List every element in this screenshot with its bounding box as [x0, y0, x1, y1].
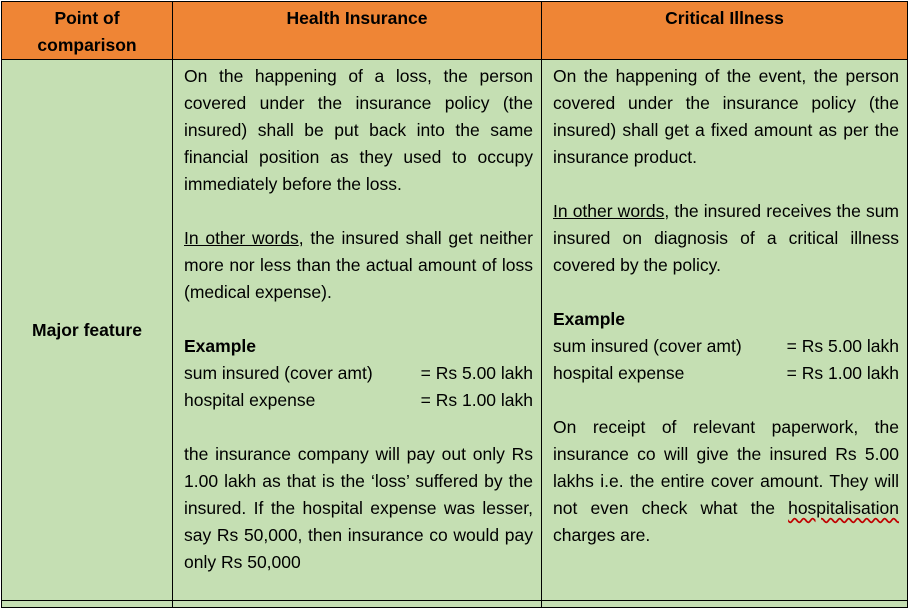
critical-para3: On receipt of relevant paperwork, the insurance co will give the insured Rs 5.00 lakhs i.e. the entire cover amount. They will not even check what the hospitalisation charges are.: [553, 417, 899, 545]
critical-example-title: Example: [553, 309, 625, 329]
health-example-title: Example: [184, 336, 256, 356]
health-insurance-cell: [173, 60, 542, 601]
health-para2: [184, 225, 533, 306]
header-critical-illness: Critical Illness: [542, 2, 908, 60]
next-row-edge: [2, 601, 908, 608]
critical-in-other-words: In other words: [553, 201, 665, 221]
health-example-line2: hospital expense = Rs 1.00 lakh: [184, 390, 533, 410]
critical-example-line2: hospital expense = Rs 1.00 lakh: [553, 363, 899, 383]
critical-para2: [553, 198, 899, 279]
header-health-insurance: Health Insurance: [173, 2, 542, 60]
header-col1-line2: comparison: [37, 35, 137, 55]
critical-para1: On the happening of the event, the person covered under the insurance policy (the insured) shall get a fixed amount as per the insurance product.: [553, 66, 899, 167]
critical-para2-rest: , the insured receives the sum insured on diagnosis of a critical illness covered by the policy.: [553, 201, 900, 275]
row-label-major-feature: Major feature: [2, 60, 173, 601]
header-col1-line1: Point of: [54, 8, 120, 28]
health-para3: the insurance company will pay out only Rs 1.00 lakh as that is the ‘loss’ suffered by the insured. If the hospital expense was lesser, say Rs 50,000, then insurance co would pay only Rs 50,000: [184, 444, 533, 572]
health-para2-rest: , the insured shall get neither more nor less than the actual amount of loss (medical expense).: [184, 228, 533, 302]
spellcheck-word: hospitalisation: [788, 498, 899, 518]
critical-example-line1: sum insured (cover amt) = Rs 5.00 lakh: [553, 336, 899, 356]
comparison-table: [1, 1, 908, 608]
header-row: [2, 2, 908, 60]
health-in-other-words: In other words: [184, 228, 299, 248]
header-point-of-comparison: [2, 2, 173, 60]
major-feature-row: [2, 60, 908, 601]
health-para1: On the happening of a loss, the person covered under the insurance policy (the insured) shall be put back into the same financial position as they used to occupy immediately before the loss.: [184, 66, 533, 194]
critical-example: [553, 306, 899, 387]
critical-illness-cell: [542, 60, 908, 601]
health-example-line1: sum insured (cover amt) = Rs 5.00 lakh: [184, 363, 533, 383]
health-example: [184, 333, 533, 414]
